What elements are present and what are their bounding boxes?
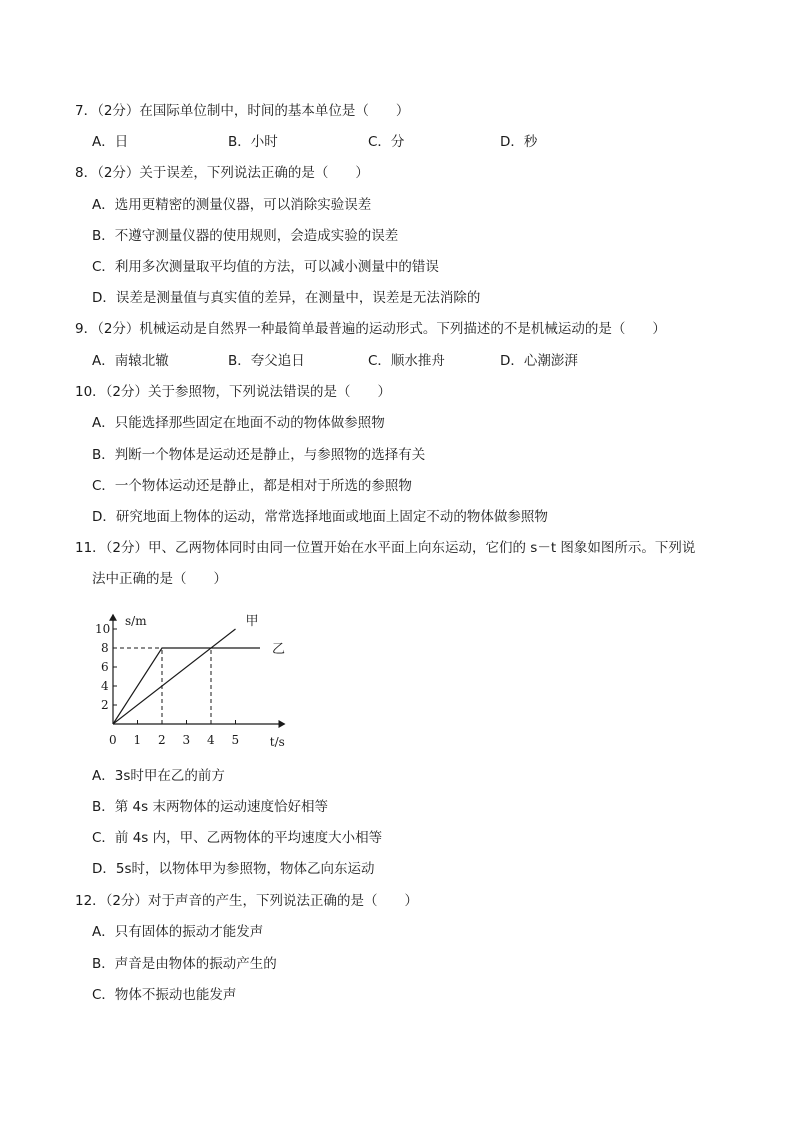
question-10-option-c: C．一个物体运动还是静止，都是相对于所选的参照物 [92, 478, 412, 494]
y-tick-label: 4 [101, 679, 109, 693]
question-11-option-c: C．前 4s 内，甲、乙两物体的平均速度大小相等 [92, 830, 383, 846]
x-tick-label: 0 [109, 733, 117, 747]
question-12-option-b: B．声音是由物体的振动产生的 [92, 956, 277, 972]
question-12-stem: 12．（2分）对于声音的产生，下列说法正确的是（ ） [75, 893, 419, 909]
x-tick-label: 4 [207, 733, 215, 747]
question-9-option-d: D．心潮澎湃 [500, 353, 578, 369]
question-12-option-c: C．物体不振动也能发声 [92, 987, 237, 1003]
question-8-option-a: A．选用更精密的测量仪器，可以消除实验误差 [92, 197, 372, 213]
question-10-stem: 10．（2分）关于参照物，下列说法错误的是（ ） [75, 384, 392, 400]
series-line-jia [113, 629, 236, 724]
question-7-option-c: C．分 [368, 134, 405, 150]
question-7-option-d: D．秒 [500, 134, 538, 150]
series-label-jia: 甲 [245, 614, 259, 629]
s-t-graph [78, 600, 308, 760]
question-8-option-b: B．不遵守测量仪器的使用规则，会造成实验的误差 [92, 228, 399, 244]
question-10-option-a: A．只能选择那些固定在地面不动的物体做参照物 [92, 415, 385, 431]
x-tick-label: 3 [182, 733, 191, 747]
question-11-option-b: B．第 4s 末两物体的运动速度恰好相等 [92, 799, 328, 815]
x-axis-label: t/s [269, 735, 285, 749]
y-axis-label: s/m [125, 613, 147, 628]
question-9-option-b: B．夸父追日 [228, 353, 305, 369]
question-11-stem-continued: 法中正确的是（ ） [92, 571, 227, 587]
x-tick-label: 1 [133, 733, 142, 747]
question-8-option-c: C．利用多次测量取平均值的方法，可以减小测量中的错误 [92, 259, 439, 275]
question-7-option-b: B．小时 [228, 134, 278, 150]
y-tick-label: 10 [95, 622, 111, 636]
y-tick-label: 8 [101, 641, 109, 655]
question-8-option-d: D．误差是测量值与真实值的差异，在测量中，误差是无法消除的 [92, 290, 481, 306]
question-9-option-a: A．南辕北辙 [92, 353, 169, 369]
question-8-stem: 8．（2分）关于误差，下列说法正确的是（ ） [75, 165, 369, 181]
question-11-option-a: A．3s时甲在乙的前方 [92, 768, 225, 784]
x-tick-label: 5 [231, 733, 240, 747]
series-label-yi: 乙 [272, 642, 286, 657]
y-tick-label: 6 [101, 660, 109, 674]
question-10-option-d: D．研究地面上物体的运动，常常选择地面或地面上固定不动的物体做参照物 [92, 509, 548, 525]
question-7-option-a: A．日 [92, 134, 129, 150]
question-9-option-c: C．顺水推舟 [368, 353, 445, 369]
question-9-stem: 9．（2分）机械运动是自然界一种最简单最普遍的运动形式。下列描述的不是机械运动的是（ ） [75, 321, 666, 337]
series-line-yi [113, 648, 260, 724]
question-11-option-d: D．5s时，以物体甲为参照物，物体乙向东运动 [92, 861, 375, 877]
question-7-stem: 7．（2分）在国际单位制中，时间的基本单位是（ ） [75, 103, 410, 119]
question-12-option-a: A．只有固体的振动才能发声 [92, 924, 264, 940]
x-tick-label: 2 [158, 733, 166, 747]
y-tick-label: 2 [101, 698, 109, 712]
question-10-option-b: B．判断一个物体是运动还是静止，与参照物的选择有关 [92, 447, 426, 463]
question-11-stem: 11．（2分）甲、乙两物体同时由同一位置开始在水平面上向东运动，它们的 s－t 图象如图所示。下列说 [75, 540, 696, 556]
